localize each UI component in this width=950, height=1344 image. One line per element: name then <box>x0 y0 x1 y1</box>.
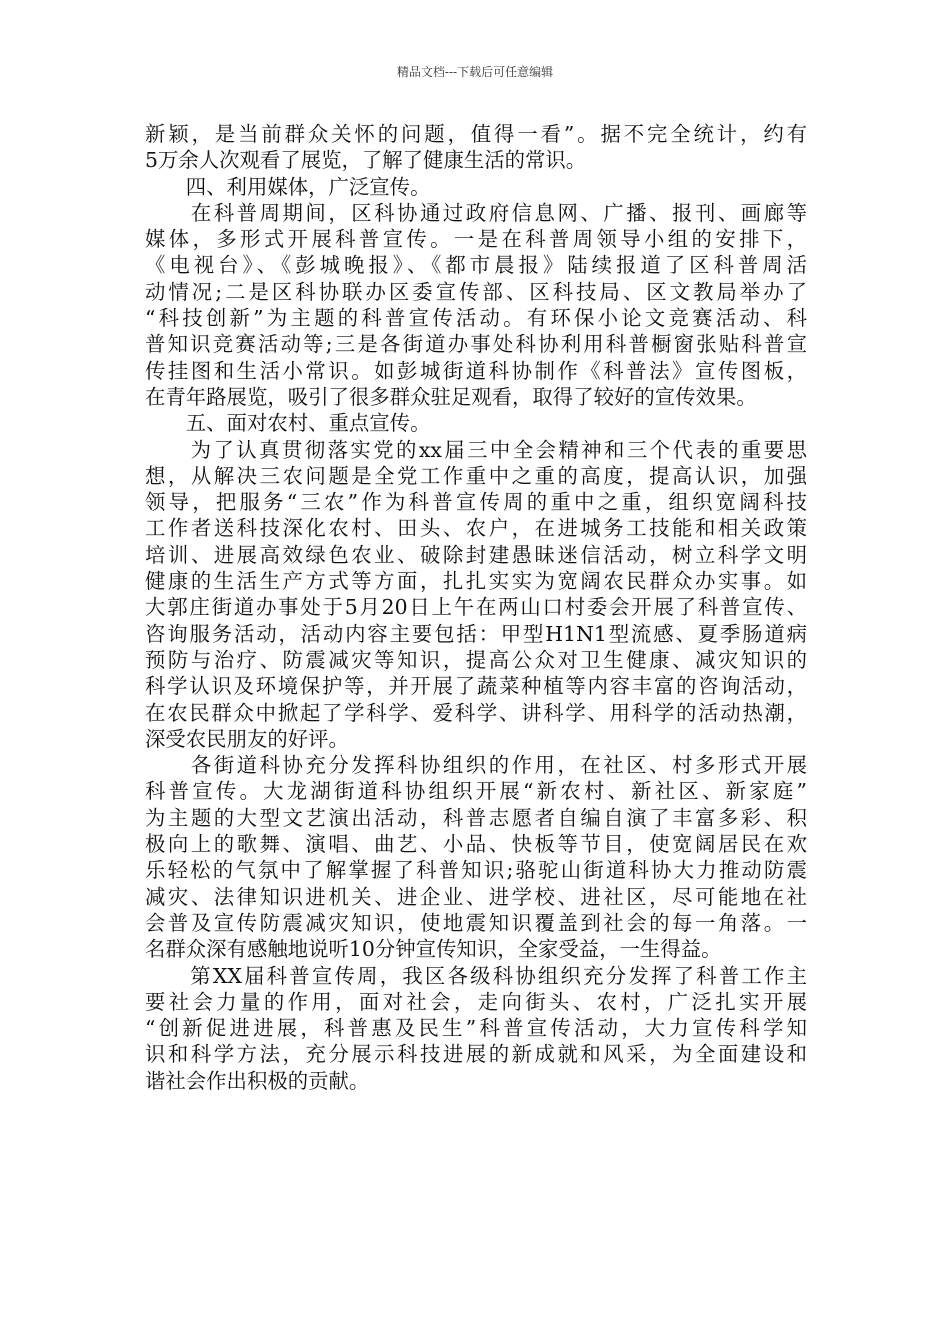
text-line: 媒体，多形式开展科普宣传。一是在科普周领导小组的安排下， <box>145 227 807 252</box>
text-line: 谐社会作出积极的贡献。 <box>145 1068 370 1093</box>
text-line: 在青年路展览，吸引了很多群众驻足观看，取得了较好的宣传效果。 <box>145 384 757 409</box>
text-line: 乐轻松的气氛中了解掌握了科普知识;骆驼山街道科协大力推动防震 <box>145 858 807 883</box>
page-header: 精品文档---下载后可任意编辑 <box>396 65 554 79</box>
text-line: 五、面对农村、重点宣传。 <box>145 411 431 436</box>
text-line: 要社会力量的作用，面对社会，走向街头、农村，广泛扎实开展 <box>145 989 807 1014</box>
text-line: 四、利用媒体，广泛宣传。 <box>145 174 431 199</box>
paragraph-community-publicity <box>145 752 807 962</box>
text-line: 培训、进展高效绿色农业、破除封建愚昧迷信活动，树立科学文明 <box>145 542 807 567</box>
paragraph-exhibition-summary <box>145 121 807 174</box>
text-line: 新颖，是当前群众关怀的问题，值得一看”。据不完全统计，约有 <box>145 122 807 146</box>
paragraph-rural-publicity <box>145 437 807 753</box>
text-line: 科学认识及环境保护等，并开展了蔬菜种植等内容丰富的咨询活动， <box>145 674 807 699</box>
text-line: 5万余人次观看了展览，了解了健康生活的常识。 <box>145 148 587 173</box>
section-heading-media <box>145 174 807 200</box>
text-line: 《电视台》、《彭城晚报》、《都市晨报》陆续报道了区科普周活 <box>145 253 807 278</box>
text-line: 减灾、法律知识进机关、进企业、进学校、进社区，尽可能地在社 <box>145 884 807 909</box>
text-line: 预防与治疗、防震减灾等知识，提高公众对卫生健康、减灾知识的 <box>145 647 807 672</box>
text-line: 科普宣传。大龙湖街道科协组织开展“新农村、新社区、新家庭” <box>145 779 807 804</box>
text-line: 在科普周期间，区科协通过政府信息网、广播、报刊、画廊等 <box>145 200 807 225</box>
text-line: 第XX届科普宣传周，我区各级科协组织充分发挥了科普工作主 <box>145 963 807 988</box>
paragraph-conclusion <box>145 963 807 1094</box>
text-line: “科技创新”为主题的科普宣传活动。有环保小论文竞赛活动、科 <box>145 306 807 331</box>
text-line: 为了认真贯彻落实党的xx届三中全会精神和三个代表的重要思 <box>145 437 807 462</box>
text-line: 名群众深有感触地说听10分钟宣传知识，全家受益，一生得益。 <box>145 937 722 962</box>
text-line: 深受农民朋友的好评。 <box>145 726 349 751</box>
document-body <box>145 121 807 1094</box>
text-line: 咨询服务活动，活动内容主要包括：甲型H1N1型流感、夏季肠道病 <box>145 621 807 646</box>
section-heading-rural <box>145 410 807 436</box>
text-line: 识和科学方法，充分展示科技进展的新成就和风采，为全面建设和 <box>145 1042 807 1067</box>
text-line: 在农民群众中掀起了学科学、爱科学、讲科学、用科学的活动热潮， <box>145 700 807 725</box>
text-line: 工作者送科技深化农村、田头、农户，在进城务工技能和相关政策 <box>145 516 807 541</box>
text-line: 想，从解决三农问题是全党工作重中之重的高度，提高认识，加强 <box>145 463 807 488</box>
text-line: 极向上的歌舞、演唱、曲艺、小品、快板等节目，使宽阔居民在欢 <box>145 832 807 857</box>
text-line: 动情况;二是区科协联办区委宣传部、区科技局、区文教局举办了 <box>145 279 807 304</box>
text-line: 领导，把服务“三农”作为科普宣传周的重中之重，组织宽阔科技 <box>145 490 807 515</box>
text-line: 各街道科协充分发挥科协组织的作用，在社区、村多形式开展 <box>145 753 807 778</box>
text-line: 传挂图和生活小常识。如彭城街道科协制作《科普法》宣传图板， <box>145 358 807 383</box>
text-line: 健康的生活生产方式等方面，扎扎实实为宽阔农民群众办实事。如 <box>145 569 807 594</box>
text-line: 为主题的大型文艺演出活动，科普志愿者自编自演了丰富多彩、积 <box>145 805 807 830</box>
text-line: 普知识竞赛活动等;三是各街道办事处科协利用科普橱窗张贴科普宣 <box>145 332 807 357</box>
text-line: 会普及宣传防震减灾知识，使地震知识覆盖到社会的每一角落。一 <box>145 910 807 935</box>
paragraph-media-publicity <box>145 200 807 410</box>
text-line: “创新促进进展，科普惠及民生”科普宣传活动，大力宣传科学知 <box>145 1016 807 1041</box>
text-line: 大郭庄街道办事处于5月20日上午在两山口村委会开展了科普宣传、 <box>145 595 807 620</box>
